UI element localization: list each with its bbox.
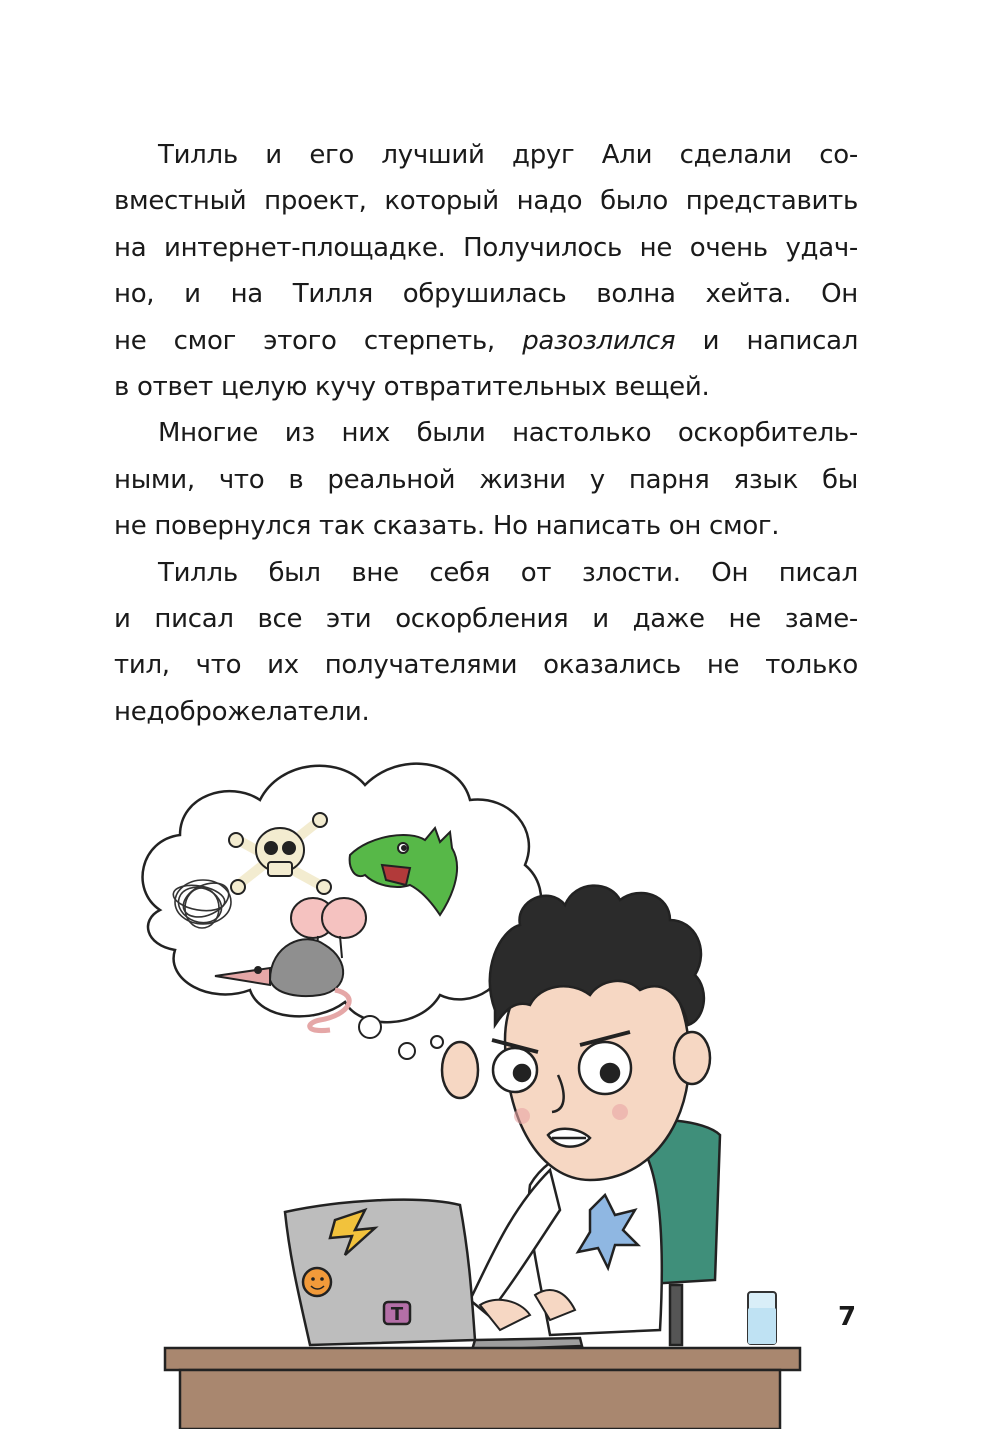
text-line: в ответ целую кучу отвратительных вещей.	[114, 371, 710, 402]
text-line: ными, что в реальной жизни у парня язык бы	[114, 464, 858, 495]
thought-bubble-dot	[431, 1036, 443, 1048]
text-line: вместный проект, который надо было представить	[114, 186, 858, 217]
text-fragment: и написал	[702, 325, 859, 356]
italic-word: разозлился	[522, 325, 676, 356]
text-line: тил, что их получателями оказались не только	[114, 650, 858, 681]
text-line: Многие из них были настолько оскорбитель-	[158, 418, 858, 449]
text-line	[114, 318, 858, 364]
page-number: 7	[838, 1302, 857, 1332]
text-fragment: не смог этого стерпеть,	[114, 325, 495, 356]
text-line: не повернулся так сказать. Но написать он смог.	[114, 511, 780, 542]
angry-boy-illustration	[120, 740, 820, 1429]
text-line: на интернет-площадке. Получилось не очень удач-	[114, 232, 858, 263]
text-line: Тилль и его лучший друг Али сделали со-	[158, 140, 858, 170]
thought-cloud	[143, 764, 542, 1023]
text-line: недоброжелатели.	[114, 696, 370, 727]
water-glass	[748, 1292, 776, 1344]
story-text	[114, 132, 858, 735]
text-line: Тилль был вне себя от злости. Он писал	[158, 557, 858, 588]
laptop-sticker-letter: T	[390, 1304, 404, 1325]
text-line: но, и на Тилля обрушилась волна хейта. Он	[114, 279, 858, 310]
thought-bubble-dot	[359, 1016, 381, 1038]
desk	[165, 1348, 800, 1429]
thought-bubble-dot	[399, 1043, 415, 1059]
text-line: и писал все эти оскорбления и даже не заме-	[114, 603, 858, 634]
